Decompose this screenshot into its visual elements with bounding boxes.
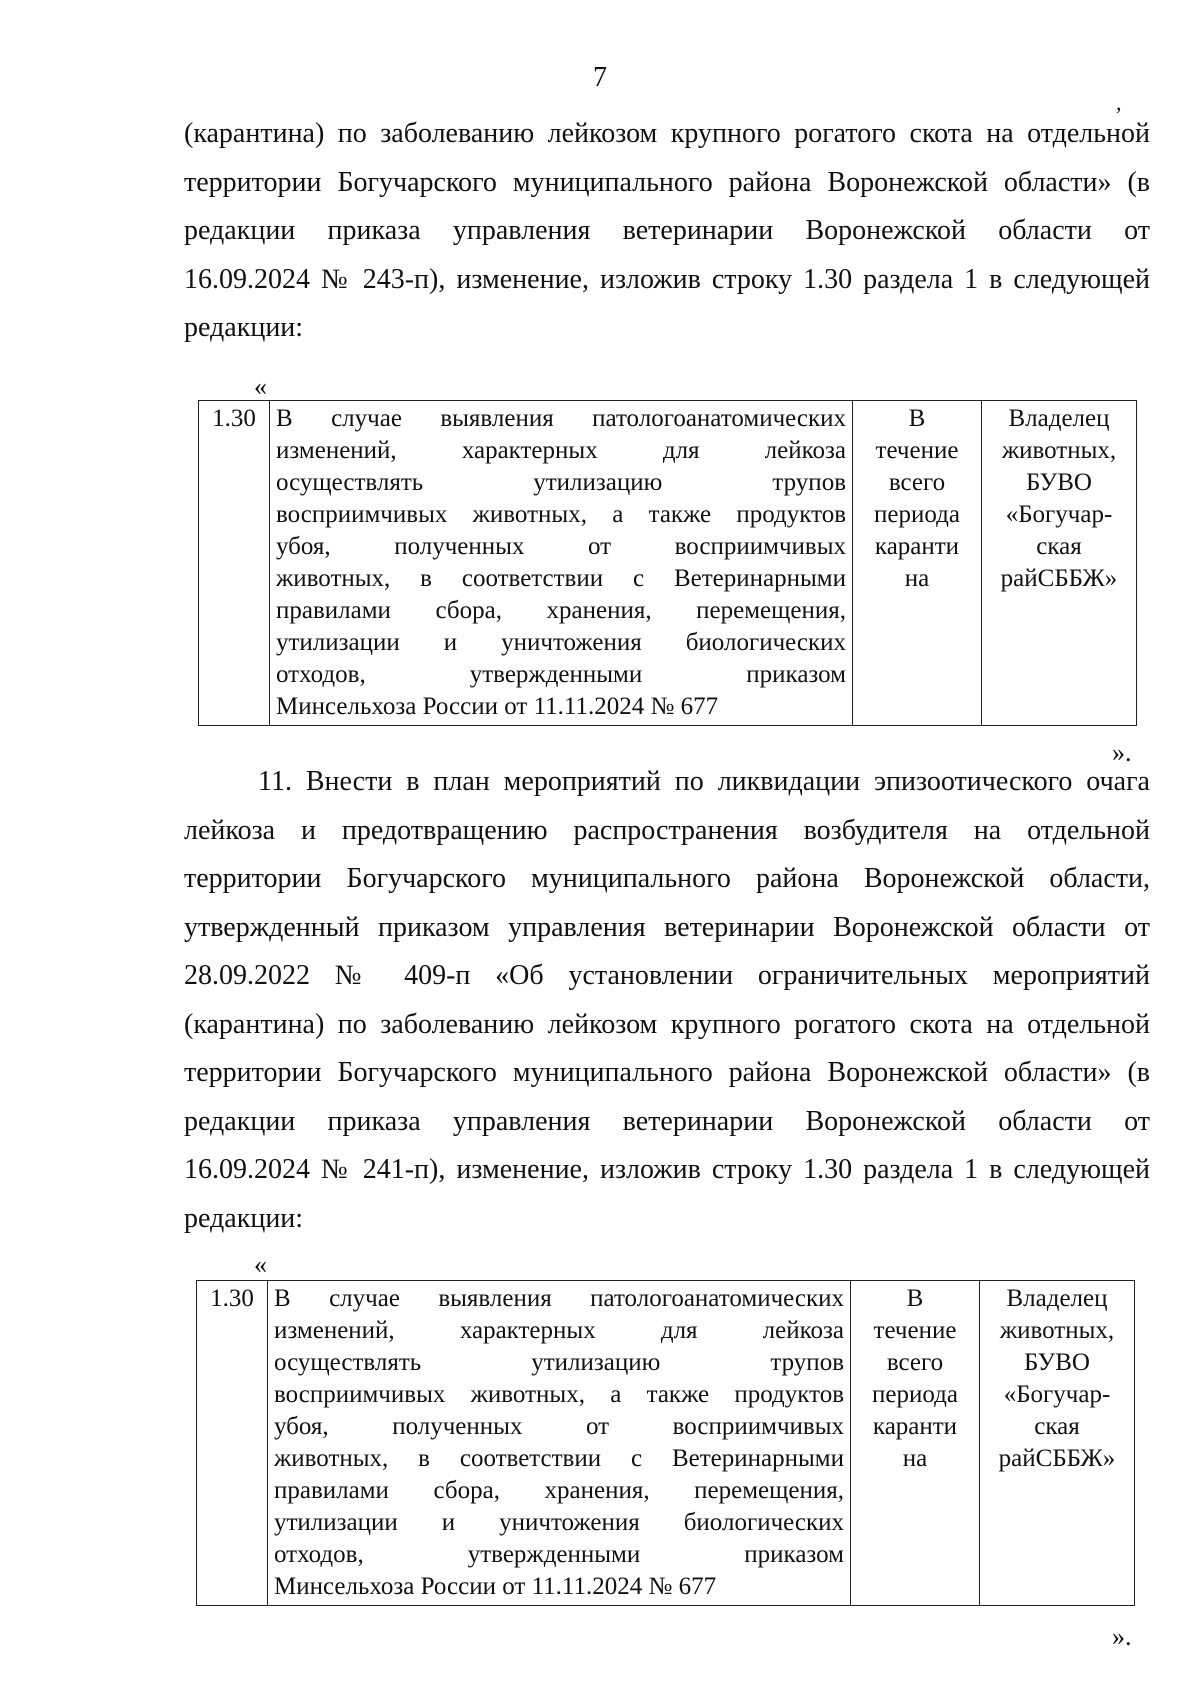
responsible-line: ская (1034, 1413, 1080, 1440)
table-row (199, 401, 1137, 726)
description-line: животных, в соответствии с Ветеринарными (276, 565, 846, 592)
term-line: каранти (874, 533, 960, 560)
description-line: отходов, утвержденными приказом (274, 1541, 844, 1568)
term-line: В (908, 405, 926, 432)
description-line: восприимчивых животных, а также продуктов (276, 501, 846, 528)
row-term-cell (853, 401, 982, 726)
table-1-quote-open: « (254, 372, 267, 401)
responsible-line: райСББЖ» (998, 1445, 1116, 1472)
paragraph-line: утвержденный приказом управления ветеринарии Воронежской области от (184, 911, 1150, 943)
table-2-quote-close: ». (1112, 1622, 1132, 1651)
term-line: периода (872, 1381, 958, 1408)
paragraph-line: (карантина) по заболеванию лейкозом крупного рогатого скота на отдельной (184, 1008, 1150, 1040)
amendment-table-2 (196, 1280, 1135, 1606)
description-line: правилами сбора, хранения, перемещения, (276, 597, 846, 624)
row-description-cell (270, 401, 853, 726)
row-responsible-cell (982, 401, 1137, 726)
responsible-line: «Богучар- (1003, 1381, 1111, 1408)
description-line: животных, в соответствии с Ветеринарными (274, 1445, 844, 1472)
paragraph-line: 28.09.2022 № 409-п «Об установлении ограничительных мероприятий (184, 960, 1150, 991)
row-number-cell: 1.30 (199, 401, 270, 726)
description-line: утилизации и уничтожения биологических (274, 1509, 844, 1536)
description-line: отходов, утвержденными приказом (276, 661, 846, 688)
description-line: изменений, характерных для лейкоза (276, 437, 846, 464)
description-line: Минсельхоза России от 11.11.2024 № 677 (276, 693, 719, 720)
description-line: изменений, характерных для лейкоза (274, 1317, 844, 1344)
responsible-line: животных, (1001, 437, 1117, 464)
description-line: осуществлять утилизацию трупов (274, 1349, 844, 1376)
description-line: Минсельхоза России от 11.11.2024 № 677 (274, 1573, 717, 1600)
page-number: 7 (593, 62, 607, 93)
term-line: всего (886, 1349, 944, 1376)
description-line: осуществлять утилизацию трупов (276, 469, 846, 496)
stray-mark: , (1116, 90, 1122, 115)
responsible-line: Владелец (1006, 1285, 1108, 1312)
paragraph-line: редакции приказа управления ветеринарии Воронежской области от (184, 1105, 1150, 1137)
paragraph-line: редакции приказа управления ветеринарии Воронежской области от (184, 215, 1150, 246)
table-row (197, 1281, 1135, 1606)
row-term-cell (851, 1281, 980, 1606)
description-line: восприимчивых животных, а также продуктов (274, 1381, 844, 1408)
amendment-table-1 (198, 400, 1137, 726)
paragraph-line: (карантина) по заболеванию лейкозом крупного рогатого скота на отдельной (184, 118, 1150, 149)
table-1-quote-close: ». (1112, 738, 1132, 767)
term-line: В (906, 1285, 924, 1312)
responsible-line: ская (1036, 533, 1082, 560)
row-responsible-cell (980, 1281, 1135, 1606)
responsible-line: животных, (999, 1317, 1115, 1344)
row-number-cell: 1.30 (197, 1281, 268, 1606)
paragraph-line: территории Богучарского муниципального района Воронежской области» (в (184, 1057, 1150, 1088)
row-description-cell (268, 1281, 851, 1606)
term-line: на (904, 565, 930, 592)
paragraph-line: 16.09.2024 № 243-п), изменение, изложив строку 1.30 раздела 1 в следующей (184, 263, 1150, 295)
term-line: всего (888, 469, 946, 496)
paragraph-2 (184, 758, 1150, 1243)
responsible-line: Владелец (1008, 405, 1110, 432)
term-line: течение (875, 437, 959, 464)
paragraph-line: 11. Внести в план мероприятий по ликвидации эпизоотического очага (258, 766, 1150, 797)
responsible-line: «Богучар- (1005, 501, 1113, 528)
paragraph-line: лейкоза и предотвращению распространения возбудителя на отдельной (184, 814, 1150, 846)
description-line: убоя, полученных от восприимчивых (274, 1413, 844, 1440)
table-2-quote-open: « (254, 1250, 267, 1279)
paragraph-line: редакции: (184, 312, 304, 343)
paragraph-line: территории Богучарского муниципального района Воронежской области» (в (184, 166, 1150, 198)
term-line: на (902, 1445, 928, 1472)
description-line: утилизации и уничтожения биологических (276, 629, 846, 656)
paragraph-1 (184, 110, 1150, 353)
description-line: убоя, полученных от восприимчивых (276, 533, 846, 560)
paragraph-line: территории Богучарского муниципального района Воронежской области, (184, 863, 1150, 894)
responsible-line: райСББЖ» (1000, 565, 1118, 592)
paragraph-line: 16.09.2024 № 241-п), изменение, изложив строку 1.30 раздела 1 в следующей (184, 1154, 1150, 1185)
description-line: правилами сбора, хранения, перемещения, (274, 1477, 844, 1504)
term-line: каранти (872, 1413, 958, 1440)
paragraph-line: редакции: (184, 1202, 304, 1234)
term-line: периода (874, 501, 960, 528)
responsible-line: БУВО (1024, 1349, 1090, 1376)
description-line: В случае выявления патологоанатомических (276, 405, 846, 432)
responsible-line: БУВО (1026, 469, 1092, 496)
description-line: В случае выявления патологоанатомических (274, 1285, 844, 1312)
term-line: течение (873, 1317, 957, 1344)
